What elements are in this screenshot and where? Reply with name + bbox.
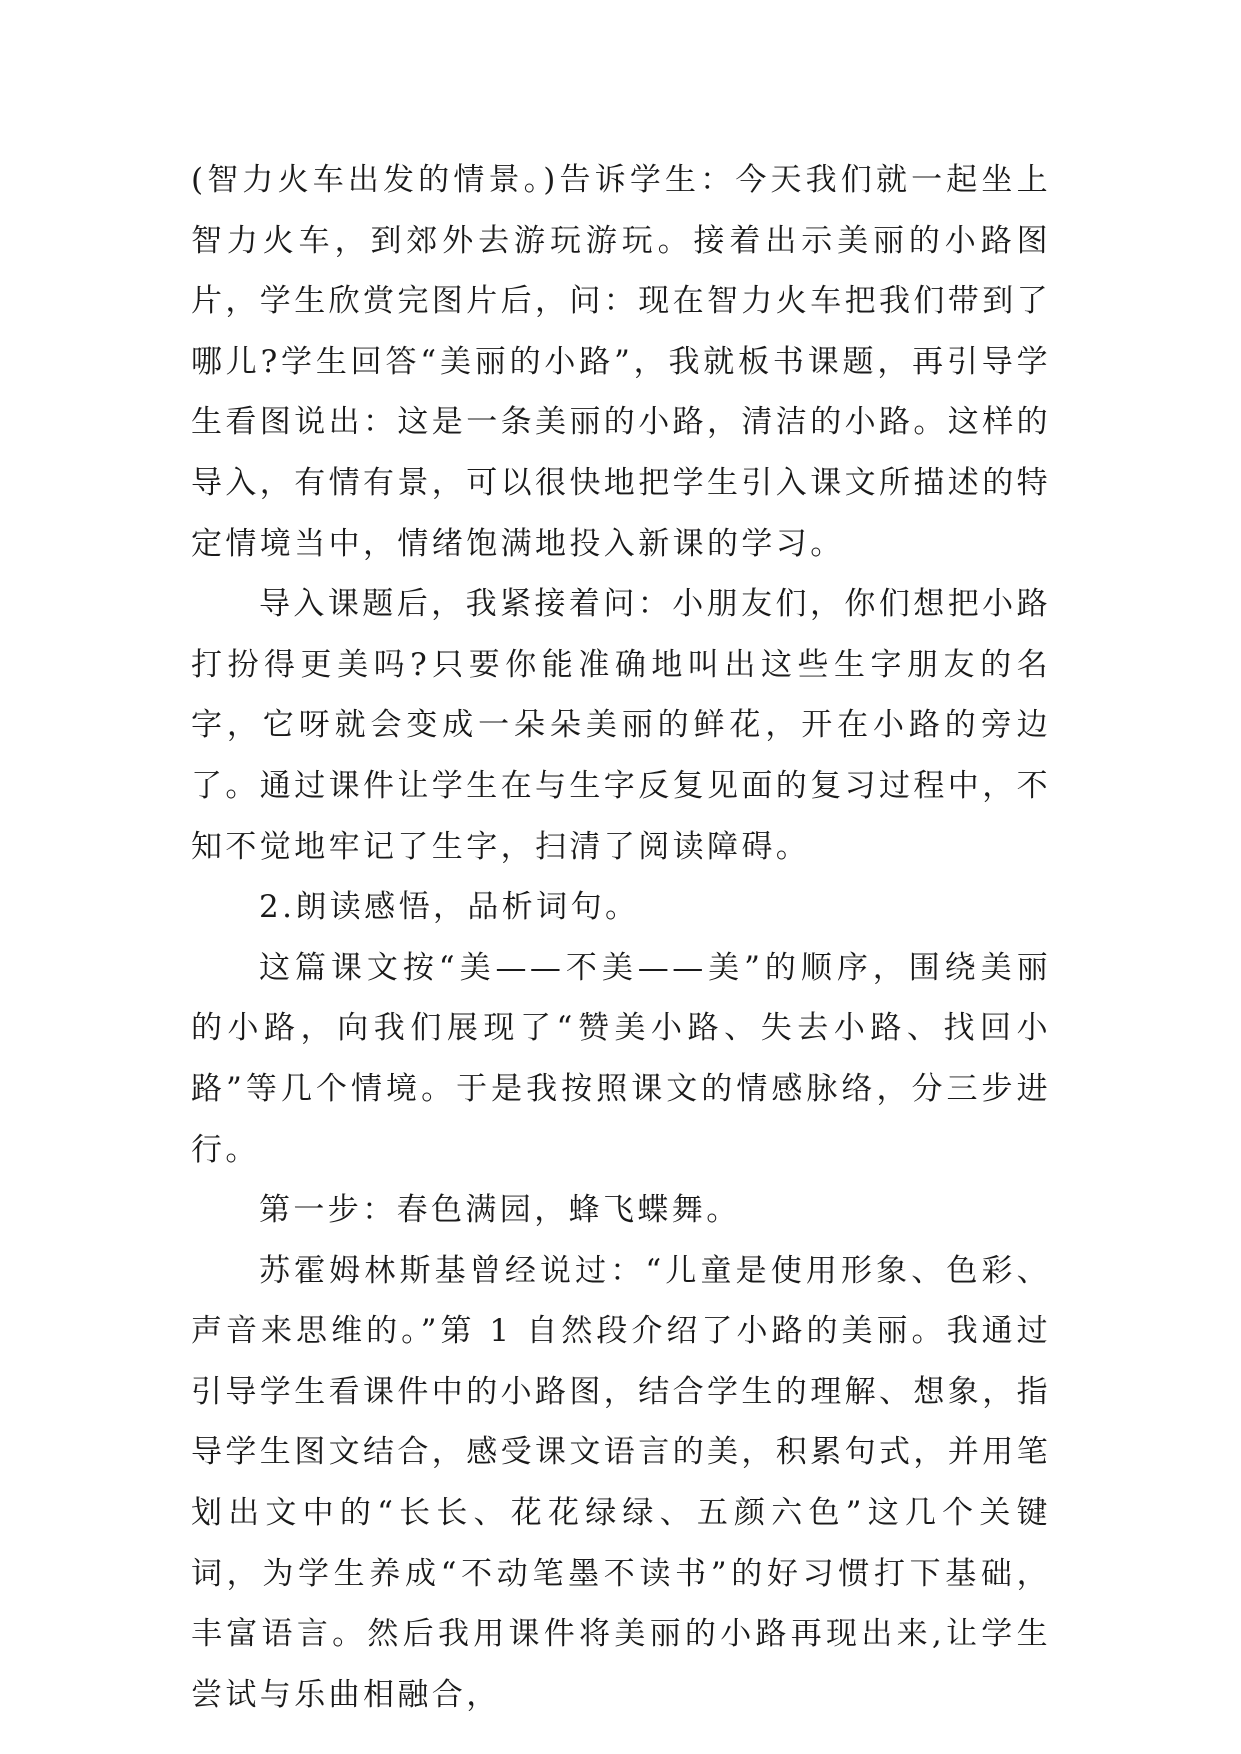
paragraph-step-one: 苏霍姆林斯基曾经说过：“儿童是使用形象、色彩、声音来思维的。”第 1 自然段介绍了小路的美丽。我通过引导学生看课件中的小路图，结合学生的理解、想象，指导学生图文结合，感受课文语言的美，积累句式，并用笔划出文中的“长长、花花绿绿、五颜六色”这几个关键词，为学生养成“不动笔墨不读书”的好习惯打下基础，丰富语言。然后我用课件将美丽的小路再现出来,让学生尝试与乐曲相融合， <box>191 1252 1051 1713</box>
paragraph-text-structure: 这篇课文按“美——不美——美”的顺序，围绕美丽的小路，向我们展现了“赞美小路、失去小路、找回小路”等几个情境。于是我按照课文的情感脉络，分三步进行。 <box>191 949 1051 1168</box>
section-heading-reading: 2.朗读感悟，品析词句。 <box>259 889 640 926</box>
step-one-heading: 第一步：春色满园，蜂飞蝶舞。 <box>259 1192 741 1229</box>
paragraph-new-characters: 导入课题后，我紧接着问：小朋友们，你们想把小路打扮得更美吗?只要你能准确地叫出这些生字朋友的名字，它呀就会变成一朵朵美丽的鲜花，开在小路的旁边了。通过课件让学生在与生字反复见面的复习过程中，不知不觉地牢记了生字，扫清了阅读障碍。 <box>191 586 1051 865</box>
paragraph-intro-scene: (智力火车出发的情景。)告诉学生：今天我们就一起坐上智力火车，到郊外去游玩游玩。接着出示美丽的小路图片，学生欣赏完图片后，问：现在智力火车把我们带到了哪儿?学生回答“美丽的小路”，我就板书课题，再引导学生看图说出：这是一条美丽的小路，清洁的小路。这样的导入，有情有景，可以很快地把学生引入课文所描述的特定情境当中，情绪饱满地投入新课的学习。 <box>191 162 1051 562</box>
document-page <box>191 150 1051 1725</box>
